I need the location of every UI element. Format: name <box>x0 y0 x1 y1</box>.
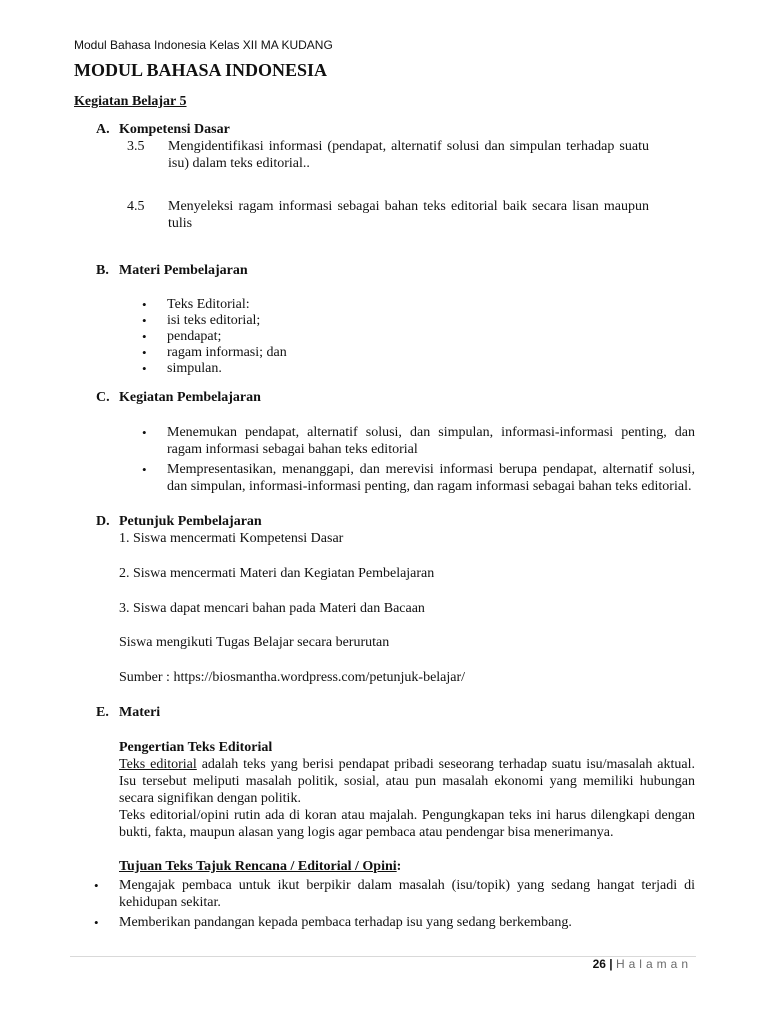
section-b-heading <box>96 262 248 279</box>
kegiatan-list <box>142 424 695 495</box>
list-item: • isi teks editorial; <box>142 312 287 328</box>
section-d-letter: D. <box>96 514 110 529</box>
section-d-heading <box>96 513 262 530</box>
list-item: • Memberikan pandangan kepada pembaca terhadap isu yang sedang berkembang. <box>94 914 695 931</box>
kd-number: 3.5 <box>127 139 145 154</box>
running-header: Modul Bahasa Indonesia Kelas XII MA KUDANG <box>74 38 333 52</box>
tujuan-heading <box>119 858 695 875</box>
source-citation: Sumber : https://biosmantha.wordpress.com/petunjuk-belajar/ <box>119 670 466 685</box>
section-c-title: Kegiatan Pembelajaran <box>119 390 261 405</box>
definition-paragraph <box>119 756 695 807</box>
page-footer <box>593 957 692 971</box>
instruction-step: 2. Siswa mencermati Materi dan Kegiatan Pembelajaran <box>119 566 435 581</box>
footer-separator: | <box>605 957 616 971</box>
list-item: • Mengajak pembaca untuk ikut berpikir dalam masalah (isu/topik) yang sedang hangat terjadi di kehidupan sekitar. <box>94 877 695 911</box>
section-e-title: Materi <box>119 705 161 720</box>
section-c-letter: C. <box>96 390 110 405</box>
section-c-heading <box>96 389 261 406</box>
list-item: • Mempresentasikan, menanggapi, dan merevisi informasi berupa pendapat, alternatif solusi, dan simpulan, informasi-informasi penting, dan ragam informasi sebagai bahan teks editorial. <box>142 461 695 495</box>
activity-heading: Kegiatan Belajar 5 <box>74 94 187 109</box>
document-title: MODUL BAHASA INDONESIA <box>74 60 328 80</box>
section-e-heading <box>96 704 160 721</box>
kd-text: Menyeleksi ragam informasi sebagai bahan teks editorial baik secara lisan maupun tulis <box>168 199 649 231</box>
list-item: • Menemukan pendapat, alternatif solusi, dan simpulan, informasi-informasi penting, dan ragam informasi sebagai bahan teks editorial <box>142 424 695 458</box>
list-item: • ragam informasi; dan <box>142 344 287 360</box>
section-b-title: Materi Pembelajaran <box>119 263 248 278</box>
section-a-heading <box>96 121 230 138</box>
instruction-step: 3. Siswa dapat mencari bahan pada Materi dan Bacaan <box>119 601 425 616</box>
section-a-title: Kompetensi Dasar <box>119 122 230 137</box>
section-a-letter: A. <box>96 122 110 137</box>
tujuan-heading-text: Tujuan Teks Tajuk Rencana / Editorial / Opini <box>119 859 397 874</box>
subheading: Pengertian Teks Editorial <box>119 740 273 755</box>
instruction-note: Siswa mengikuti Tugas Belajar secara berurutan <box>119 635 390 650</box>
paragraph: Teks editorial/opini rutin ada di koran atau majalah. Pengungkapan teks ini harus dilengkapi dengan bukti, fakta, maupun alasan yang logis agar pembaca atau pendengar bisa menerimanya. <box>119 808 695 840</box>
instruction-step: 1. Siswa mencermati Kompetensi Dasar <box>119 531 344 546</box>
list-item: • pendapat; <box>142 328 287 344</box>
list-item: • simpulan. <box>142 360 287 376</box>
definition-text: adalah teks yang berisi pendapat pribadi seseorang terhadap suatu isu/masalah aktual. Isu tersebut meliputi masalah politik, sosial, atau pun masalah ekonomi yang memiliki hubungan secara signifikan dengan politik. <box>119 757 696 806</box>
tujuan-heading-colon: : <box>396 859 402 874</box>
page-number: 26 <box>592 957 606 971</box>
footer-label: Halaman <box>615 957 692 971</box>
kd-text: Mengidentifikasi informasi (pendapat, alternatif solusi dan simpulan terhadap suatu isu) dalam teks editorial.. <box>168 139 649 171</box>
term-teks-editorial: Teks editorial <box>119 757 197 772</box>
section-d-title: Petunjuk Pembelajaran <box>119 514 262 529</box>
kd-number: 4.5 <box>127 199 145 214</box>
section-e-letter: E. <box>96 705 109 720</box>
list-item: • Teks Editorial: <box>142 296 287 312</box>
tujuan-list <box>94 877 695 931</box>
section-b-letter: B. <box>96 263 109 278</box>
materi-list <box>142 296 287 376</box>
